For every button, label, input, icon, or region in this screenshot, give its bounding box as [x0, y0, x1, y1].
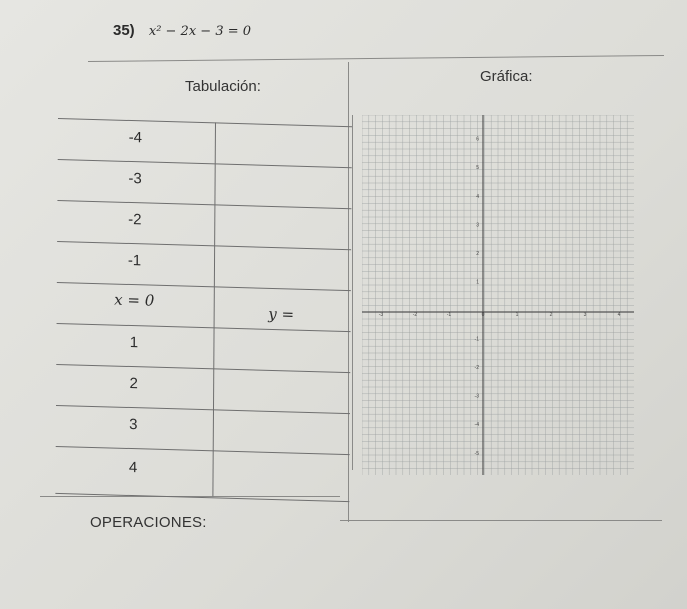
y-tick-label: 3: [476, 222, 479, 229]
y-value[interactable]: [212, 254, 351, 258]
x-tick-label: -2: [412, 312, 418, 318]
y-tick-label: -5: [474, 450, 479, 457]
x-value: 4: [128, 458, 138, 477]
y-tick-label: 2: [476, 250, 479, 257]
operations-label: OPERACIONES:: [90, 514, 207, 531]
x-tick-label: 3: [583, 312, 587, 318]
frame-top-line: [88, 55, 664, 62]
y-tick-label: 6: [476, 136, 479, 143]
y-value[interactable]: [212, 336, 351, 340]
x-value: -4: [128, 128, 143, 147]
frame-operations-line: [340, 520, 662, 521]
y-value[interactable]: [211, 461, 350, 465]
coordinate-grid[interactable]: [362, 115, 634, 475]
tabulation-label: Tabulación:: [185, 78, 261, 95]
y-value[interactable]: [211, 418, 350, 422]
problem-equation: x² − 2x − 3 = 0: [148, 24, 252, 39]
x-value: -3: [128, 169, 142, 188]
x-tick-label: 0: [481, 312, 485, 318]
y-tick-label: -2: [474, 365, 479, 372]
y-tick-label: 1: [476, 279, 479, 286]
tabulation-table: [55, 118, 352, 500]
x-value: -2: [128, 210, 142, 229]
y-value[interactable]: [212, 213, 351, 217]
x-value: 2: [129, 375, 138, 393]
graph-label: Gráfica:: [480, 68, 533, 85]
x-tick-label: 4: [617, 312, 621, 318]
x-tick-label: -1: [446, 312, 452, 318]
x-value: -1: [127, 251, 142, 270]
y-value[interactable]: [213, 172, 352, 176]
frame-graph-divider: [352, 115, 353, 470]
problem-number: 35): [113, 22, 135, 39]
x-value: 1: [129, 334, 139, 352]
x-value: 3: [129, 415, 138, 434]
y-tick-label: 4: [476, 193, 479, 200]
x-tick-label: -3: [378, 312, 384, 318]
table-row: [55, 446, 349, 502]
y-value[interactable]: [213, 131, 352, 135]
y-value[interactable]: [211, 377, 350, 381]
problem-header: [113, 22, 251, 39]
x-value: x = 0: [114, 290, 155, 310]
y-tick-label: -1: [474, 336, 479, 343]
y-tick-label: -4: [474, 422, 479, 429]
x-tick-label: 2: [549, 312, 553, 318]
y-value[interactable]: y =: [268, 304, 295, 324]
y-tick-label: -3: [474, 393, 479, 400]
x-tick-label: 1: [515, 312, 519, 318]
y-tick-label: 5: [476, 165, 479, 172]
